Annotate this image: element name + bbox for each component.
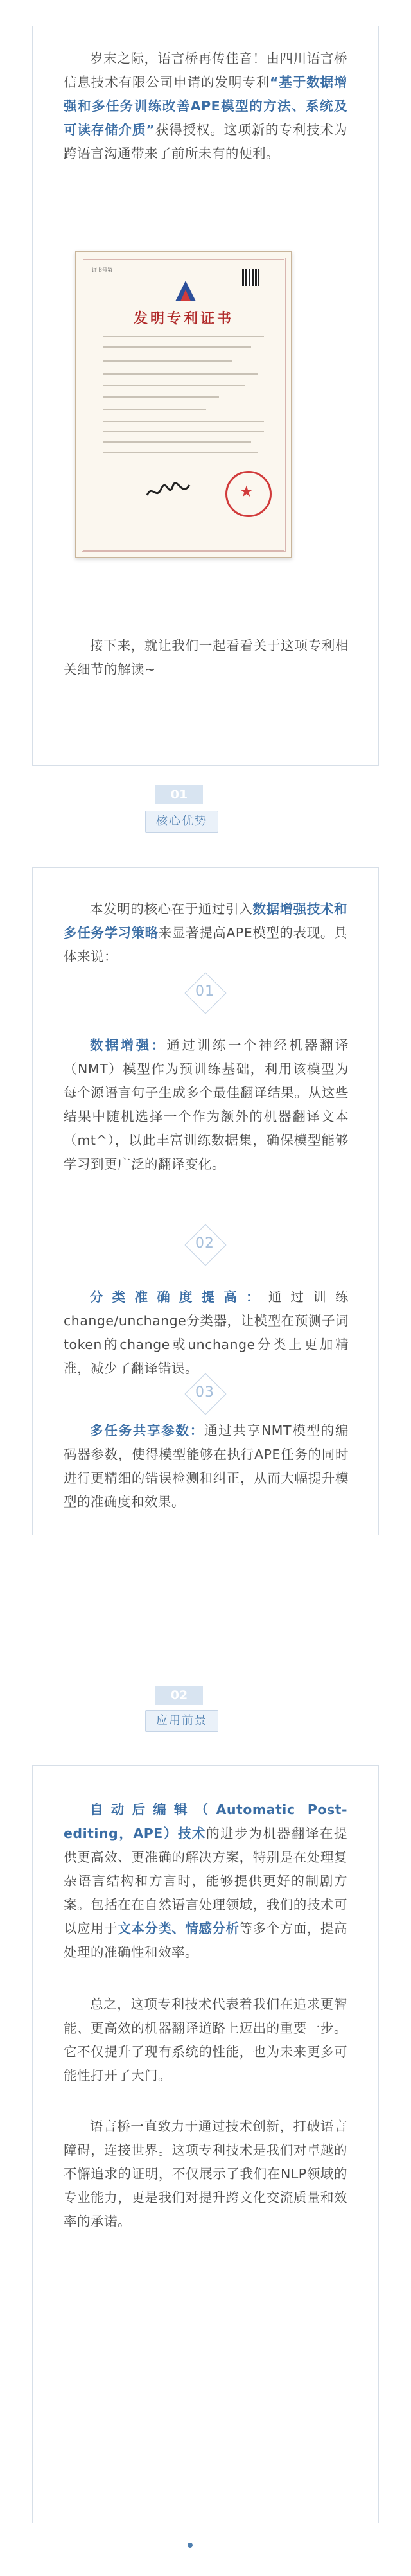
qr-code-icon (242, 269, 259, 286)
item-text: 通过共享NMT模型的编码器参数，使得模型能够在执行APE任务的同时进行更精细的错误检测和纠正，从而大幅提升模型的准确度和效果。 (64, 1423, 349, 1510)
core-intro-text-1: 本发明的核心在于通过引入 (90, 901, 253, 917)
seal-star-icon: ★ (240, 482, 254, 500)
application-text-2: 等多个方面，提高处理的准确性和效率。 (64, 1921, 348, 1960)
patent-title: “基于数据增强和多任务训练改善APE模型的方法、系统及可读存储介质” (64, 75, 347, 137)
ape-highlight: 自动后编辑（Automatic Post-editing，APE）技术 (64, 1802, 347, 1841)
core-advantages-card (32, 867, 379, 1535)
item-number: 02 (195, 1235, 214, 1251)
application-paragraph-1 (64, 1798, 347, 1964)
intro-paragraph (64, 47, 347, 166)
certificate-number: 证书号第 (92, 267, 112, 273)
application-card (32, 1765, 379, 2523)
certificate-text-line (103, 431, 264, 432)
item-title: 多任务共享参数： (90, 1423, 204, 1438)
section-header-core-advantages (0, 785, 411, 843)
core-intro-text-2: 来显著提高APE模型的表现。具体来说： (64, 925, 347, 964)
certificate-text-line (103, 373, 258, 375)
certificate-title: 发明专利证书 (133, 310, 234, 327)
certificate-text-line (103, 360, 232, 362)
section-number: 02 (155, 1686, 203, 1705)
intro-text-2: 获得授权。这项新的专利技术为跨语言沟通带来了前所未有的便利。 (64, 122, 348, 161)
item-badge (184, 1373, 225, 1414)
section-header-application (0, 1686, 411, 1743)
certificate-text-line (103, 421, 264, 422)
certificate-logo-icon (173, 278, 198, 304)
item-number: 01 (195, 984, 214, 1000)
item-text: 通过训练change/unchange分类器，让模型在预测子词token的change或unchange分类上更加精准，减少了翻译错误。 (64, 1289, 349, 1376)
item-badge (184, 1224, 225, 1265)
certificate-text-line (103, 385, 245, 386)
section-title: 应用前景 (145, 1710, 218, 1732)
certificate-text-line (103, 336, 264, 337)
item-title: 数据增强： (90, 1037, 167, 1053)
intro-text-1: 岁末之际，语言桥再传佳音！由四川语言桥信息技术有限公司申请的发明专利 (64, 51, 347, 90)
certificate-text-line (103, 441, 251, 443)
application-highlight: 文本分类、情感分析 (118, 1921, 240, 1936)
certificate-text-line (103, 409, 206, 410)
application-text-1: 的进步为机器翻译在提供更高效、更准确的解决方案，特别是在处理复杂语言结构和方言时，能够提供更好的制剧方案。包括在在自然语言处理领域，我们的技术可以应用于 (64, 1826, 347, 1936)
section-number: 01 (155, 785, 203, 804)
application-paragraph-2: 总之，这项专利技术代表着我们在追求更智能、更高效的机器翻译道路上迈出的重要一步。它不仅提升了现有系统的性能，也为未来更多可能性打开了大门。 (64, 1997, 347, 2083)
core-item-data-augmentation (64, 1034, 349, 1176)
certificate-text-line (103, 346, 251, 348)
patent-certificate-image (75, 251, 292, 558)
core-item-multitask (64, 1419, 349, 1514)
item-number: 03 (195, 1384, 214, 1400)
item-badge (184, 972, 225, 1013)
core-intro-highlight: 数据增强技术和多任务学习策略 (64, 901, 348, 940)
page-indicator-dot (188, 2543, 193, 2548)
intro-card (32, 26, 379, 766)
core-item-classification (64, 1285, 349, 1381)
certificate-text-line (103, 452, 258, 453)
item-text: 通过训练一个神经机器翻译（NMT）模型作为预训练基础，利用该模型为每个源语言句子生成多个最佳翻译结果。从这些结果中随机选择一个作为额外的机器翻译文本（mt^），以此丰富训练数据集，确保模型能够学习到更广泛的翻译变化。 (64, 1037, 349, 1172)
signature (143, 479, 195, 504)
application-paragraph-3: 语言桥一直致力于通过技术创新，打破语言障碍，连接世界。这项专利技术是我们对卓越的不懈追求的证明，不仅展示了我们在NLP领域的专业能力，更是我们对提升跨文化交流质量和效率的承诺。 (64, 2119, 347, 2229)
intro-followup: 接下来，就让我们一起看看关于这项专利相关细节的解读~ (64, 638, 349, 677)
section-title: 核心优势 (145, 811, 218, 833)
certificate-text-line (103, 396, 219, 398)
item-title: 分类准确度提高： (90, 1289, 268, 1305)
core-intro (64, 897, 347, 969)
